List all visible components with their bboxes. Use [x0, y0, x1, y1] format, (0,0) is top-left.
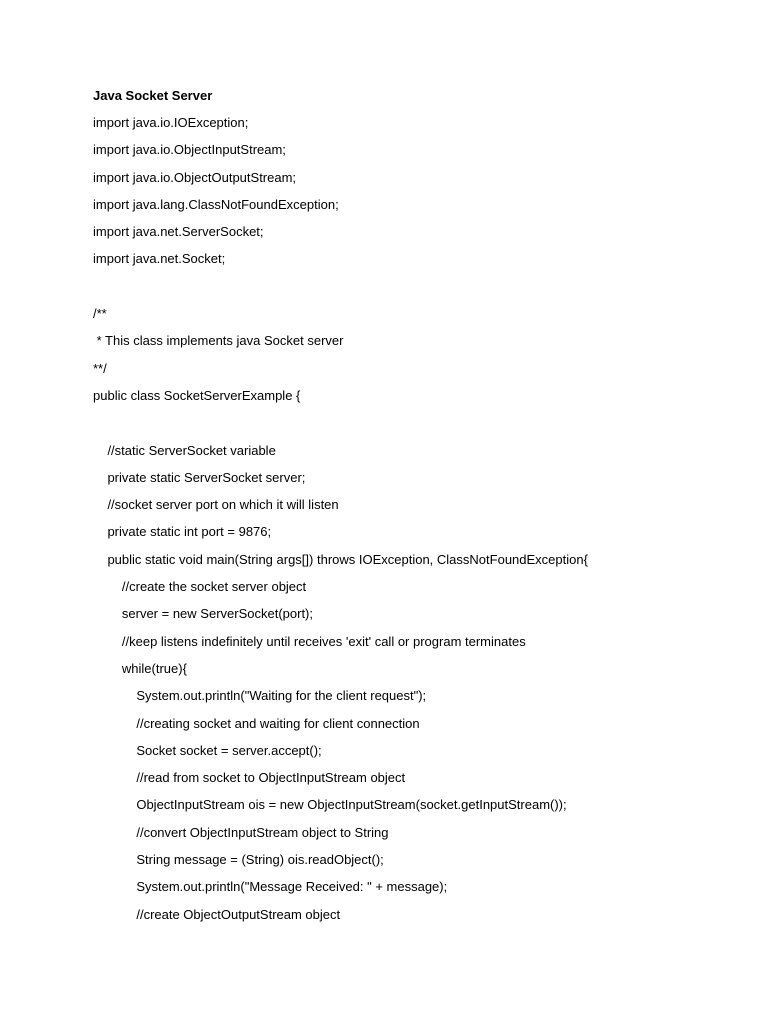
comment-line: //create the socket server object [93, 579, 307, 595]
code-line: import java.io.IOException; [93, 115, 249, 130]
comment-line: //read from socket to ObjectInputStream object [93, 770, 406, 786]
code-line: import java.net.Socket; [93, 251, 226, 267]
code-line: import java.io.ObjectInputStream; [93, 142, 286, 158]
code-line: private static ServerSocket server; [93, 469, 306, 485]
code-line: import java.lang.ClassNotFoundException; [93, 196, 339, 212]
comment-line: //keep listens indefinitely until receives 'exit' call or program terminates [93, 633, 526, 649]
document-title: Java Socket Server [93, 88, 213, 103]
comment-line: //socket server port on which it will listen [93, 497, 339, 513]
blank-line [93, 414, 588, 441]
code-line: import java.io.ObjectOutputStream; [93, 169, 297, 185]
comment-line: //static ServerSocket variable [93, 442, 276, 458]
code-line: Socket socket = server.accept(); [93, 742, 322, 758]
comment-line: **/ [93, 360, 107, 376]
code-line: private static int port = 9876; [93, 524, 272, 540]
comment-line: //convert ObjectInputStream object to String [93, 824, 389, 840]
code-line: String message = (String) ois.readObject(); [93, 852, 384, 868]
code-line: public static void main(String args[]) throws IOException, ClassNotFoundException{ [93, 551, 588, 567]
code-block [93, 114, 588, 933]
code-line: System.out.println("Message Received: " + message); [93, 879, 448, 895]
code-line: ObjectInputStream ois = new ObjectInputStream(socket.getInputStream()); [93, 797, 567, 813]
code-line: server = new ServerSocket(port); [93, 606, 313, 622]
code-line: import java.net.ServerSocket; [93, 224, 264, 240]
blank-line [93, 278, 588, 305]
comment-line: //creating socket and waiting for client connection [93, 715, 420, 731]
comment-line: //create ObjectOutputStream object [93, 906, 341, 922]
code-line: while(true){ [93, 660, 187, 676]
code-line: public class SocketServerExample { [93, 387, 301, 403]
comment-line: /** [93, 306, 107, 322]
code-line: System.out.println("Waiting for the client request"); [93, 688, 427, 704]
comment-line: * This class implements java Socket server [93, 333, 344, 349]
